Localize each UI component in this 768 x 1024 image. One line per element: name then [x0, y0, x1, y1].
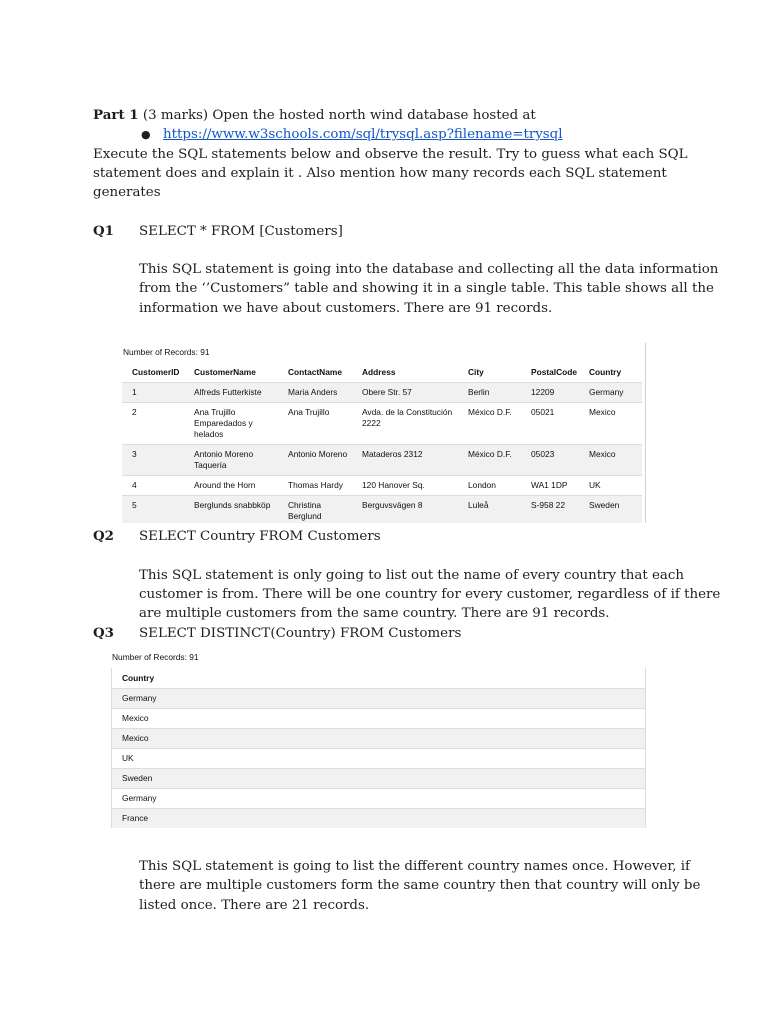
q3-label: Q3	[93, 625, 114, 641]
q2-answer-line: customer is from. There will be one country for every customer, regardless of if there	[139, 587, 721, 602]
table-row	[122, 496, 642, 524]
q3-header-row	[112, 668, 646, 689]
table-cell: Avda. de la Constitución 2222	[352, 403, 458, 445]
table-cell: 120 Hanover Sq.	[352, 476, 458, 496]
instructions-line: generates	[93, 185, 161, 200]
table-cell: 12209	[521, 383, 579, 403]
table-cell: Antonio Moreno	[278, 445, 352, 476]
table-cell: Berlin	[458, 383, 521, 403]
table-row	[112, 809, 646, 829]
database-link-text[interactable]: https://www.w3schools.com/sql/trysql.asp?filename=trysql	[163, 127, 563, 142]
q3-records-count: Number of Records: 91	[112, 652, 199, 662]
table-cell: Mexico	[579, 403, 642, 445]
table-cell: Germany	[112, 689, 646, 709]
column-header: Country	[122, 673, 155, 683]
table-cell: 1	[122, 383, 184, 403]
table-cell: 05023	[521, 445, 579, 476]
q3-answer-line: This SQL statement is going to list the different country names once. However, if	[139, 859, 691, 874]
table-cell: México D.F.	[458, 403, 521, 445]
table-cell: Germany	[112, 789, 646, 809]
bullet-icon: ●	[141, 128, 151, 141]
table-cell: 05021	[521, 403, 579, 445]
q2-answer-line: are multiple customers from the same country. There are 91 records.	[139, 606, 610, 621]
instructions-line: Execute the SQL statements below and observe the result. Try to guess what each SQL	[93, 147, 688, 162]
table-cell: Mexico	[112, 729, 646, 749]
q1-result-screenshot	[122, 343, 647, 523]
table-cell: Thomas Hardy	[278, 476, 352, 496]
table-cell: Ana Trujillo	[278, 403, 352, 445]
table-cell: Maria Anders	[278, 383, 352, 403]
table-row	[122, 476, 642, 496]
q1-header-row	[122, 362, 642, 383]
q1-label: Q1	[93, 223, 114, 239]
table-row	[122, 403, 642, 445]
q1-sql: SELECT * FROM [Customers]	[139, 224, 343, 239]
table-cell: 3	[122, 445, 184, 476]
table-row	[112, 749, 646, 769]
q1-answer-line: information we have about customers. There are 91 records.	[139, 301, 553, 316]
table-cell: 5	[122, 496, 184, 524]
table-row	[112, 769, 646, 789]
column-header: PostalCode	[531, 367, 578, 377]
column-header: City	[468, 367, 484, 377]
table-cell: 4	[122, 476, 184, 496]
table-row	[112, 709, 646, 729]
column-header: CustomerName	[194, 367, 256, 377]
table-cell: London	[458, 476, 521, 496]
q3-answer-line: listed once. There are 21 records.	[139, 898, 370, 913]
table-cell: México D.F.	[458, 445, 521, 476]
table-cell: Berglunds snabbköp	[184, 496, 278, 524]
q2-answer-line: This SQL statement is only going to list out the name of every country that each	[139, 568, 685, 583]
part1-text: (3 marks) Open the hosted north wind database hosted at	[138, 108, 536, 123]
table-cell: France	[112, 809, 646, 829]
table-cell: UK	[112, 749, 646, 769]
table-cell: UK	[579, 476, 642, 496]
column-header: ContactName	[288, 367, 342, 377]
table-cell: Christina Berglund	[278, 496, 352, 524]
q3-result-screenshot	[111, 648, 647, 833]
table-row	[112, 689, 646, 709]
column-header: CustomerID	[132, 367, 180, 377]
q3-answer-line: there are multiple customers form the same country then that country will only be	[139, 878, 701, 893]
table-row	[122, 383, 642, 403]
table-cell: Ana Trujillo Emparedados y helados	[184, 403, 278, 445]
column-header: Country	[589, 367, 622, 377]
instructions-line: statement does and explain it . Also mention how many records each SQL statement	[93, 166, 667, 181]
q1-answer-line: This SQL statement is going into the database and collecting all the data information	[139, 262, 719, 277]
table-cell: Obere Str. 57	[352, 383, 458, 403]
table-row	[112, 789, 646, 809]
q3-result-table	[111, 668, 646, 828]
part1-heading	[93, 106, 536, 126]
part1-label: Part 1	[93, 107, 139, 123]
table-cell: Berguvsvägen 8	[352, 496, 458, 524]
column-header: Address	[362, 367, 396, 377]
table-cell: S-958 22	[521, 496, 579, 524]
database-link[interactable]	[163, 125, 563, 145]
table-row	[122, 445, 642, 476]
table-cell: Mexico	[579, 445, 642, 476]
table-cell: Luleå	[458, 496, 521, 524]
table-cell: Sweden	[579, 496, 642, 524]
table-cell: Mataderos 2312	[352, 445, 458, 476]
q3-sql: SELECT DISTINCT(Country) FROM Customers	[139, 626, 462, 641]
q2-sql: SELECT Country FROM Customers	[139, 529, 381, 544]
table-cell: WA1 1DP	[521, 476, 579, 496]
q2-label: Q2	[93, 528, 114, 544]
table-row	[112, 729, 646, 749]
table-cell: Antonio Moreno Taquería	[184, 445, 278, 476]
screenshot-edge	[645, 343, 646, 523]
table-cell: Mexico	[112, 709, 646, 729]
table-cell: Sweden	[112, 769, 646, 789]
table-cell: Around the Horn	[184, 476, 278, 496]
table-cell: Germany	[579, 383, 642, 403]
q1-answer-line: from the ‘’Customers” table and showing it in a single table. This table shows all the	[139, 281, 714, 296]
q1-records-count: Number of Records: 91	[123, 347, 210, 357]
table-cell: Alfreds Futterkiste	[184, 383, 278, 403]
q1-result-table	[122, 362, 642, 523]
table-cell: 2	[122, 403, 184, 445]
